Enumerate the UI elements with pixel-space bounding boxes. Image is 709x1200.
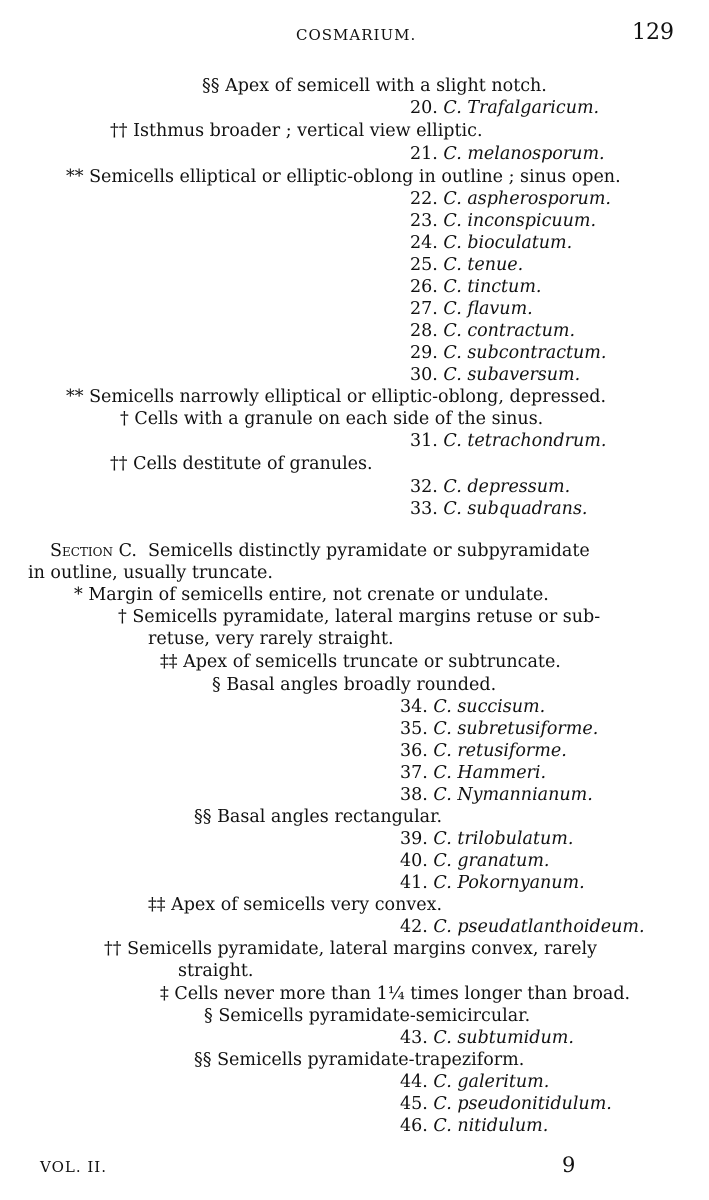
species-number: 23. bbox=[410, 211, 438, 231]
species-name: C. inconspicuum. bbox=[443, 211, 597, 231]
species-entry bbox=[400, 1093, 612, 1115]
species-number: 30. bbox=[410, 365, 438, 385]
key-line: §§ Basal angles rectangular. bbox=[194, 807, 443, 827]
species-number: 46. bbox=[400, 1116, 428, 1136]
species-name: C. granatum. bbox=[433, 851, 550, 871]
species-number: 43. bbox=[400, 1028, 428, 1048]
species-number: 26. bbox=[410, 277, 438, 297]
footer-volume: VOL. II. bbox=[40, 1158, 107, 1176]
species-entry bbox=[410, 232, 572, 254]
key-line: §§ Semicells pyramidate-trapeziform. bbox=[194, 1050, 525, 1070]
species-number: 24. bbox=[410, 233, 438, 253]
section-heading-line bbox=[50, 540, 590, 562]
species-entry bbox=[410, 210, 596, 232]
species-name: C. Nymannianum. bbox=[433, 785, 593, 805]
species-entry bbox=[400, 762, 546, 784]
key-line: ‡ Cells never more than 1¼ times longer than broad. bbox=[160, 984, 631, 1004]
page-number: 129 bbox=[632, 20, 674, 45]
species-name: C. contractum. bbox=[443, 321, 576, 341]
species-name: C. nitidulum. bbox=[433, 1116, 549, 1136]
key-line: †† Semicells pyramidate, lateral margins convex, rarely bbox=[104, 939, 597, 959]
species-number: 27. bbox=[410, 299, 438, 319]
species-entry bbox=[410, 97, 599, 119]
species-entry bbox=[400, 872, 585, 894]
species-name: C. Trafalgaricum. bbox=[443, 98, 600, 118]
species-name: C. flavum. bbox=[443, 299, 533, 319]
species-name: C. aspherosporum. bbox=[443, 189, 611, 209]
species-entry bbox=[400, 850, 549, 872]
species-name: C. tetrachondrum. bbox=[443, 431, 607, 451]
running-head: COSMARIUM. bbox=[296, 26, 417, 44]
species-entry bbox=[400, 1071, 549, 1093]
species-number: 34. bbox=[400, 697, 428, 717]
species-number: 42. bbox=[400, 917, 428, 937]
species-entry bbox=[410, 476, 570, 498]
species-entry bbox=[400, 916, 645, 938]
species-name: C. pseudonitidulum. bbox=[433, 1094, 612, 1114]
species-number: 28. bbox=[410, 321, 438, 341]
species-number: 38. bbox=[400, 785, 428, 805]
species-entry bbox=[400, 828, 573, 850]
species-number: 22. bbox=[410, 189, 438, 209]
species-name: C. succisum. bbox=[433, 697, 546, 717]
section-label: Section C. bbox=[50, 541, 137, 561]
species-entry bbox=[410, 276, 541, 298]
species-name: C. subquadrans. bbox=[443, 499, 588, 519]
species-number: 32. bbox=[410, 477, 438, 497]
species-number: 33. bbox=[410, 499, 438, 519]
species-entry bbox=[400, 696, 545, 718]
species-number: 29. bbox=[410, 343, 438, 363]
species-number: 44. bbox=[400, 1072, 428, 1092]
species-name: C. depressum. bbox=[443, 477, 571, 497]
species-entry bbox=[400, 1027, 574, 1049]
species-name: C. pseudatlanthoideum. bbox=[433, 917, 645, 937]
species-name: C. Hammeri. bbox=[433, 763, 547, 783]
key-line: ** Semicells elliptical or elliptic-oblong in outline ; sinus open. bbox=[66, 167, 621, 187]
species-name: C. tenue. bbox=[443, 255, 524, 275]
species-entry bbox=[400, 784, 593, 806]
species-number: 20. bbox=[410, 98, 438, 118]
species-name: C. subretusiforme. bbox=[433, 719, 599, 739]
species-entry bbox=[410, 364, 580, 386]
species-entry bbox=[410, 254, 523, 276]
signature-mark: 9 bbox=[562, 1153, 576, 1177]
species-name: C. retusiforme. bbox=[433, 741, 567, 761]
species-number: 40. bbox=[400, 851, 428, 871]
species-entry bbox=[410, 430, 606, 452]
key-line: § Basal angles broadly rounded. bbox=[212, 675, 497, 695]
species-name: C. galeritum. bbox=[433, 1072, 550, 1092]
species-number: 41. bbox=[400, 873, 428, 893]
species-entry bbox=[410, 188, 611, 210]
species-number: 39. bbox=[400, 829, 428, 849]
key-line: † Semicells pyramidate, lateral margins retuse or sub- bbox=[118, 607, 601, 627]
key-line: ‡‡ Apex of semicells very convex. bbox=[148, 895, 443, 915]
species-entry bbox=[400, 740, 567, 762]
species-number: 36. bbox=[400, 741, 428, 761]
species-entry bbox=[410, 342, 606, 364]
species-name: C. bioculatum. bbox=[443, 233, 573, 253]
species-entry bbox=[400, 1115, 548, 1137]
key-line: ** Semicells narrowly elliptical or elliptic-oblong, depressed. bbox=[66, 387, 607, 407]
species-number: 25. bbox=[410, 255, 438, 275]
key-line: † Cells with a granule on each side of the sinus. bbox=[120, 409, 544, 429]
species-name: C. trilobulatum. bbox=[433, 829, 574, 849]
species-number: 45. bbox=[400, 1094, 428, 1114]
key-line: * Margin of semicells entire, not crenate or undulate. bbox=[74, 585, 549, 605]
key-line: †† Isthmus broader ; vertical view elliptic. bbox=[110, 121, 483, 141]
species-name: C. tinctum. bbox=[443, 277, 542, 297]
species-entry bbox=[410, 320, 575, 342]
species-entry bbox=[410, 143, 605, 165]
species-number: 21. bbox=[410, 144, 438, 164]
key-line: retuse, very rarely straight. bbox=[148, 629, 394, 649]
species-entry bbox=[410, 498, 588, 520]
species-entry bbox=[400, 718, 598, 740]
key-line: straight. bbox=[178, 961, 254, 981]
species-number: 37. bbox=[400, 763, 428, 783]
key-line: § Semicells pyramidate-semicircular. bbox=[204, 1006, 531, 1026]
key-line: in outline, usually truncate. bbox=[28, 563, 273, 583]
key-line: ‡‡ Apex of semicells truncate or subtruncate. bbox=[160, 652, 561, 672]
species-number: 35. bbox=[400, 719, 428, 739]
species-name: C. subtumidum. bbox=[433, 1028, 574, 1048]
key-line: †† Cells destitute of granules. bbox=[110, 454, 373, 474]
species-name: C. subcontractum. bbox=[443, 343, 607, 363]
species-number: 31. bbox=[410, 431, 438, 451]
species-entry bbox=[410, 298, 533, 320]
species-name: C. subaversum. bbox=[443, 365, 581, 385]
species-name: C. Pokornyanum. bbox=[433, 873, 585, 893]
section-text: Semicells distinctly pyramidate or subpyramidate bbox=[148, 541, 590, 561]
species-name: C. melanosporum. bbox=[443, 144, 605, 164]
key-line: §§ Apex of semicell with a slight notch. bbox=[202, 76, 547, 96]
